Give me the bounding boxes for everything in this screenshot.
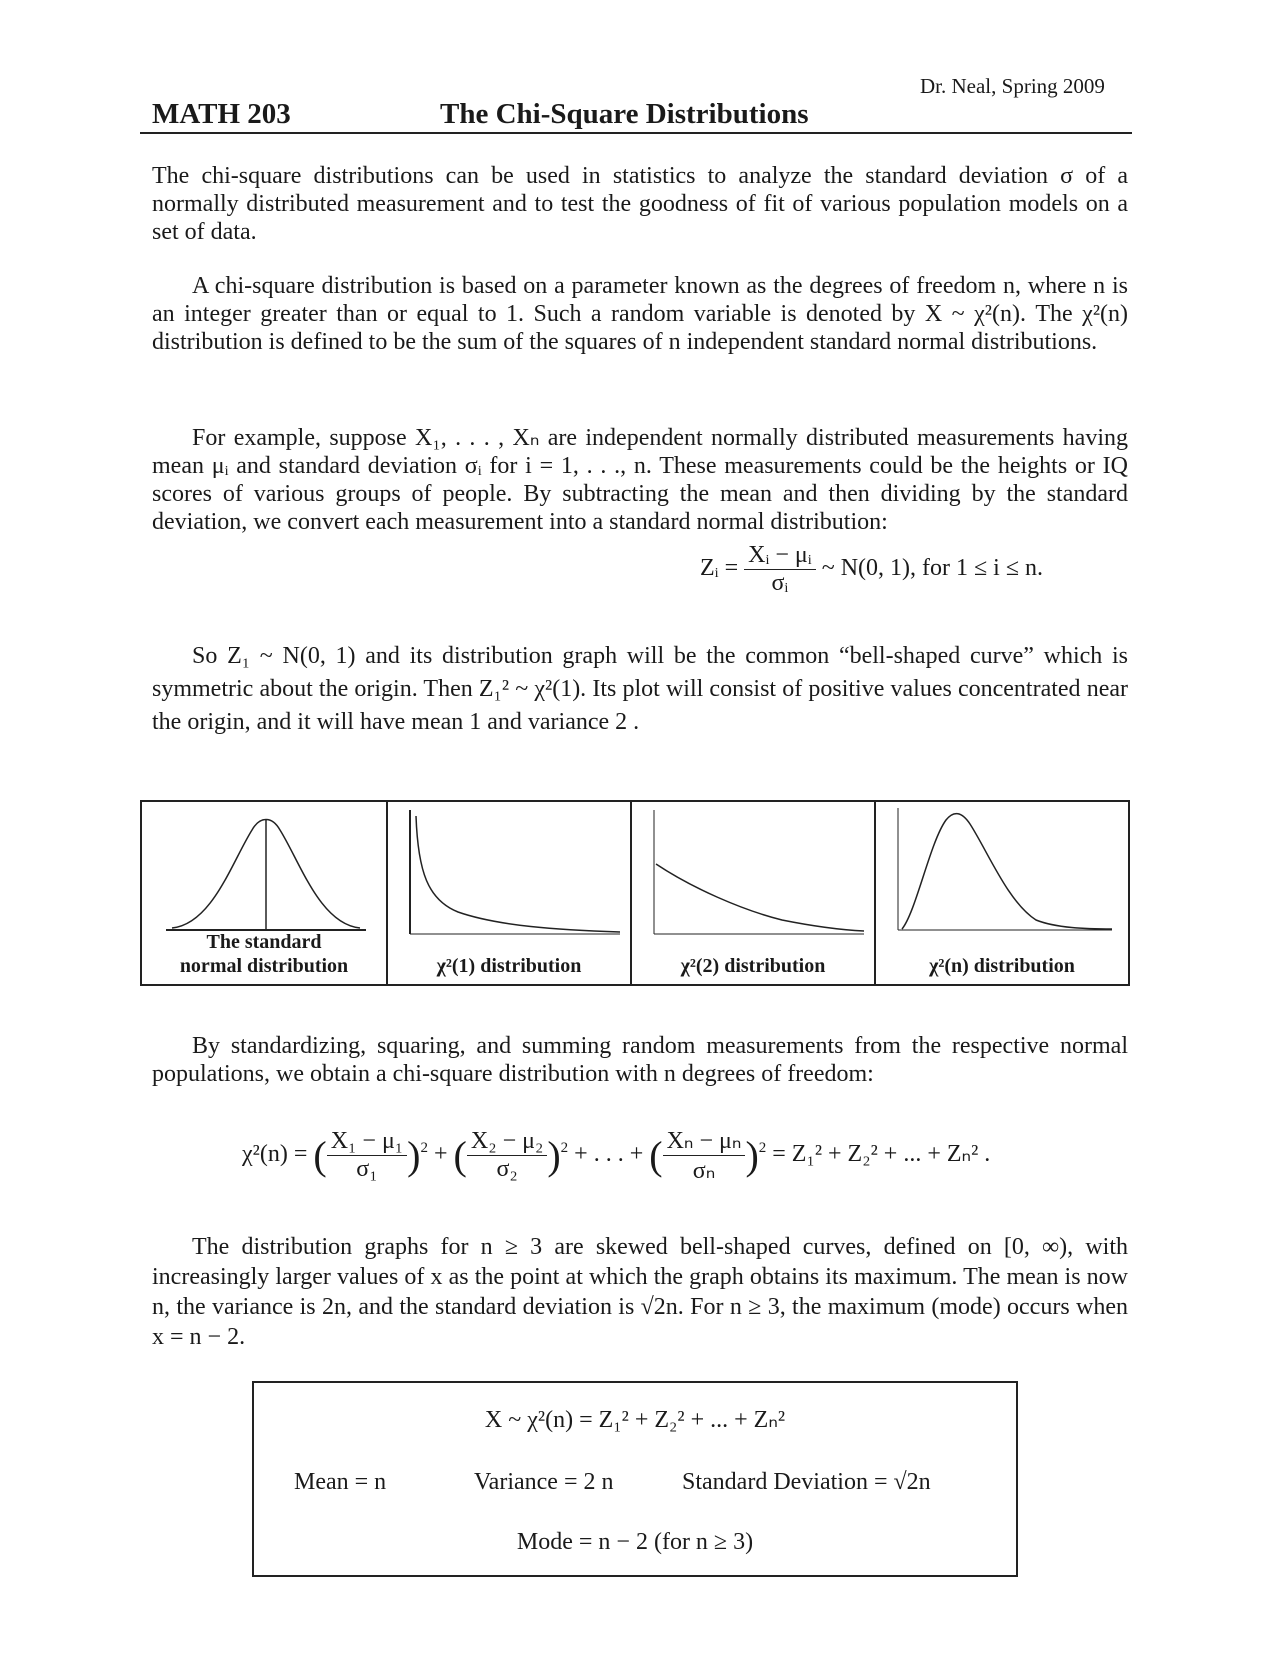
paragraph-skewed-curves: The distribution graphs for n ≥ 3 are skewed bell-shaped curves, defined on [0, ∞), with increasingly larger values of x as the point at which the graph obtains its maximum. The mean is now n, the variance is 2n, and the standard deviation is √2n. For n ≥ 3, the maximum (mode) occurs when x = n − 2. <box>152 1234 1128 1350</box>
paragraph-example: For example, suppose X₁, . . . , Xₙ are independent normally distributed measurements having mean μᵢ and standard deviation σᵢ for i = 1, . . ., n. These measurements could be the heights or IQ scores of various groups of people. By subtracting the mean and then dividing by the standard deviation, we convert each measurement into a standard normal distribution: <box>152 425 1128 535</box>
summary-box <box>252 1381 1018 1577</box>
term-1-numerator: X₁ − μ₁ <box>327 1128 407 1156</box>
term-2-exponent: 2 <box>560 1140 569 1157</box>
standardize-formula <box>700 542 1043 597</box>
figure-chi-square-n-label: χ²(n) distribution <box>929 955 1075 977</box>
paren-open-1: ( <box>313 1133 327 1178</box>
plus-sign: + <box>434 1141 448 1168</box>
figure-chi-square-2-label: χ²(2) distribution <box>680 955 826 977</box>
term-1-fraction <box>327 1128 407 1183</box>
summary-mean: Mean = n <box>294 1469 387 1495</box>
paren-open-n: ( <box>649 1133 663 1178</box>
term-1-denominator: σ₁ <box>356 1156 378 1182</box>
standardize-formula-lhs: Zᵢ = <box>700 555 739 582</box>
sum-equation-lhs: χ²(n) = <box>242 1141 308 1168</box>
distribution-figures <box>140 800 1130 986</box>
figure-chi-square-2 <box>632 802 876 984</box>
standardize-denominator: σᵢ <box>771 570 789 596</box>
paragraph-degrees-of-freedom: A chi-square distribution is based on a parameter known as the degrees of freedom n, where n is an integer greater than or equal to 1. Such a random variable is denoted by X ~ χ²(n). The χ²(n) distribution is defined to be the sum of the squares of n independent standard normal distributions. <box>152 273 1128 355</box>
ellipsis-plus: + . . . + <box>574 1141 644 1168</box>
author-date: Dr. Neal, Spring 2009 <box>920 74 1105 98</box>
sum-of-squares-equation <box>242 1126 990 1185</box>
paren-close-2: ) <box>547 1133 561 1178</box>
course-code: MATH 203 <box>152 98 291 130</box>
summary-mode: Mode = n − 2 (for n ≥ 3) <box>516 1529 754 1555</box>
paragraph-intro: The chi-square distributions can be used in statistics to analyze the standard deviation σ of a normally distributed measurement and to test the goodness of fit of various population models on a set of data. <box>152 163 1128 245</box>
term-n-numerator: Xₙ − μₙ <box>663 1126 746 1156</box>
sum-equation-rhs: = Z₁² + Z₂² + ... + Zₙ² . <box>772 1141 991 1168</box>
summary-stddev: Standard Deviation = √2n <box>682 1469 931 1495</box>
term-n-fraction <box>663 1126 746 1185</box>
term-n-denominator: σₙ <box>692 1158 716 1184</box>
figure-standard-normal-label: The standard normal distribution <box>179 931 349 977</box>
term-2-fraction <box>467 1128 547 1183</box>
term-2-denominator: σ₂ <box>496 1156 518 1182</box>
paren-open-2: ( <box>453 1133 467 1178</box>
paragraph-z-squared: So Z₁ ~ N(0, 1) and its distribution graph will be the common “bell-shaped curve” which is symmetric about the origin. Then Z₁² ~ χ²(1). Its plot will consist of positive values concentrated near the origin, and it will have mean 1 and variance 2 . <box>152 643 1128 735</box>
term-n-exponent: 2 <box>758 1140 767 1157</box>
paren-close-n: ) <box>745 1133 759 1178</box>
figure-chi-square-n <box>876 802 1128 984</box>
figure-standard-normal <box>142 802 388 984</box>
standardize-numerator: Xᵢ − μᵢ <box>744 542 816 570</box>
paren-close-1: ) <box>407 1133 421 1178</box>
term-1-exponent: 2 <box>420 1140 428 1157</box>
summary-variance: Variance = 2 n <box>474 1469 614 1495</box>
paragraph-standardizing: By standardizing, squaring, and summing random measurements from the respective normal populations, we obtain a chi-square distribution with n degrees of freedom: <box>152 1033 1128 1087</box>
standardize-fraction <box>744 542 816 597</box>
figure-chi-square-1 <box>388 802 632 984</box>
standardize-formula-rhs: ~ N(0, 1), for 1 ≤ i ≤ n. <box>821 555 1044 582</box>
figure-chi-square-1-label: χ²(1) distribution <box>436 955 582 977</box>
summary-definition: X ~ χ²(n) = Z₁² + Z₂² + ... + Zₙ² <box>484 1407 786 1433</box>
page-title: The Chi-Square Distributions <box>440 98 809 130</box>
term-2-numerator: X₂ − μ₂ <box>467 1128 547 1156</box>
title-rule <box>140 132 1132 134</box>
